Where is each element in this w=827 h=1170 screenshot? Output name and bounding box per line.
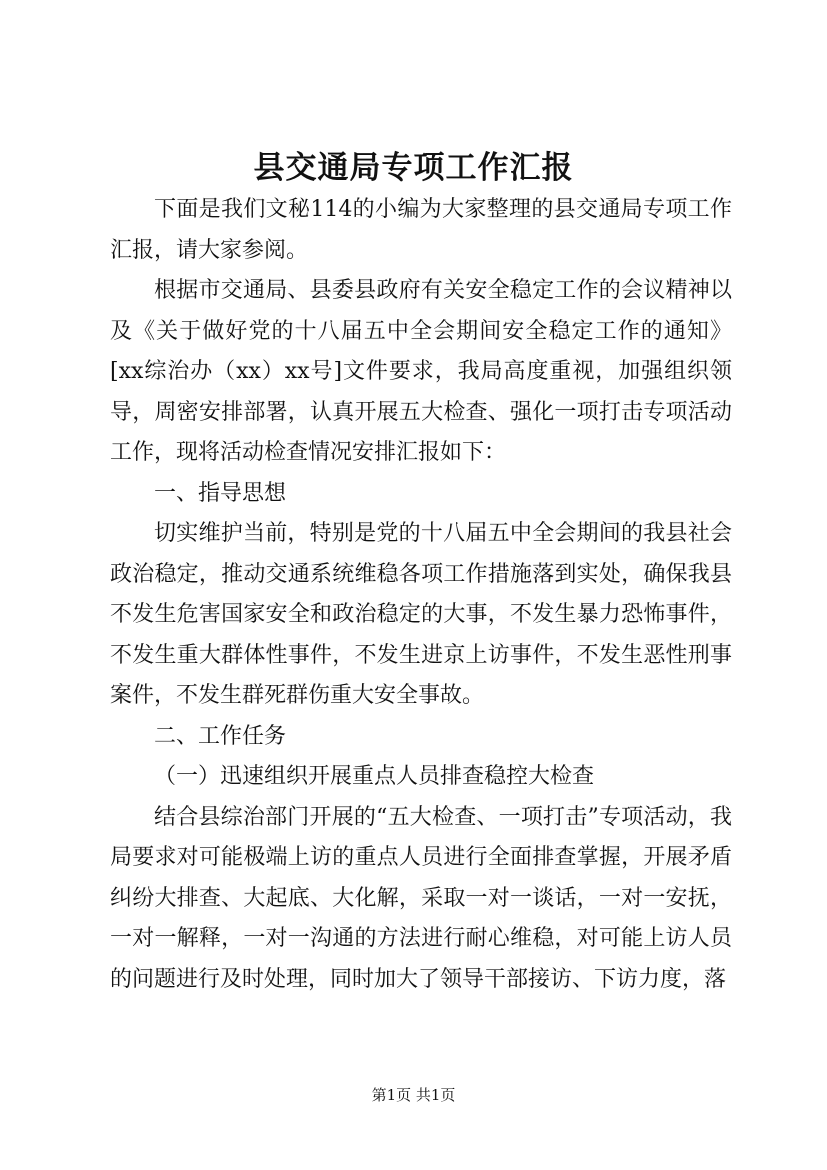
- paragraph-key-personnel: 结合县综治部门开展的“五大检查、一项打击”专项活动，我局要求对可能极端上访的重点人员进行全面排查掌握，开展矛盾纠纷大排查、大起底、大化解，采取一对一谈话，一对一安抚，一对一解释，一对一沟通的方法进行耐心维稳，对可能上访人员的问题进行及时处理，同时加大了领导干部接访、下访力度，落: [110, 804, 732, 992]
- section-heading-tasks: 二、工作任务: [154, 723, 287, 749]
- section-heading-guiding-thought: 一、指导思想: [154, 480, 287, 506]
- document-body: [110, 190, 732, 1000]
- subsection-heading-key-personnel: （一）迅速组织开展重点人员排查稳控大检查: [154, 764, 595, 789]
- page-footer: 第1页 共1页: [371, 1086, 456, 1104]
- document-title: 县交通局专项工作汇报: [253, 150, 574, 186]
- paragraph-background: 根据市交通局、县委县政府有关安全稳定工作的会议精神以及《关于做好党的十八届五中全会期间安全稳定工作的通知》[xx综治办（xx）xx号]文件要求，我局高度重视，加强组织领导，周密安排部署，认真开展五大检查、强化一项打击专项活动工作，现将活动检查情况安排汇报如下：: [110, 278, 732, 465]
- paragraph-intro: 下面是我们文秘114的小编为大家整理的县交通局专项工作汇报，请大家参阅。: [110, 197, 732, 263]
- paragraph-guiding-thought: 切实维护当前，特别是党的十八届五中全会期间的我县社会政治稳定，推动交通系统维稳各项工作措施落到实处，确保我县不发生危害国家安全和政治稳定的大事，不发生暴力恐怖事件，不发生重大群体性事件，不发生进京上访事件，不发生恶性刑事案件，不发生群死群伤重大安全事故。: [110, 521, 732, 708]
